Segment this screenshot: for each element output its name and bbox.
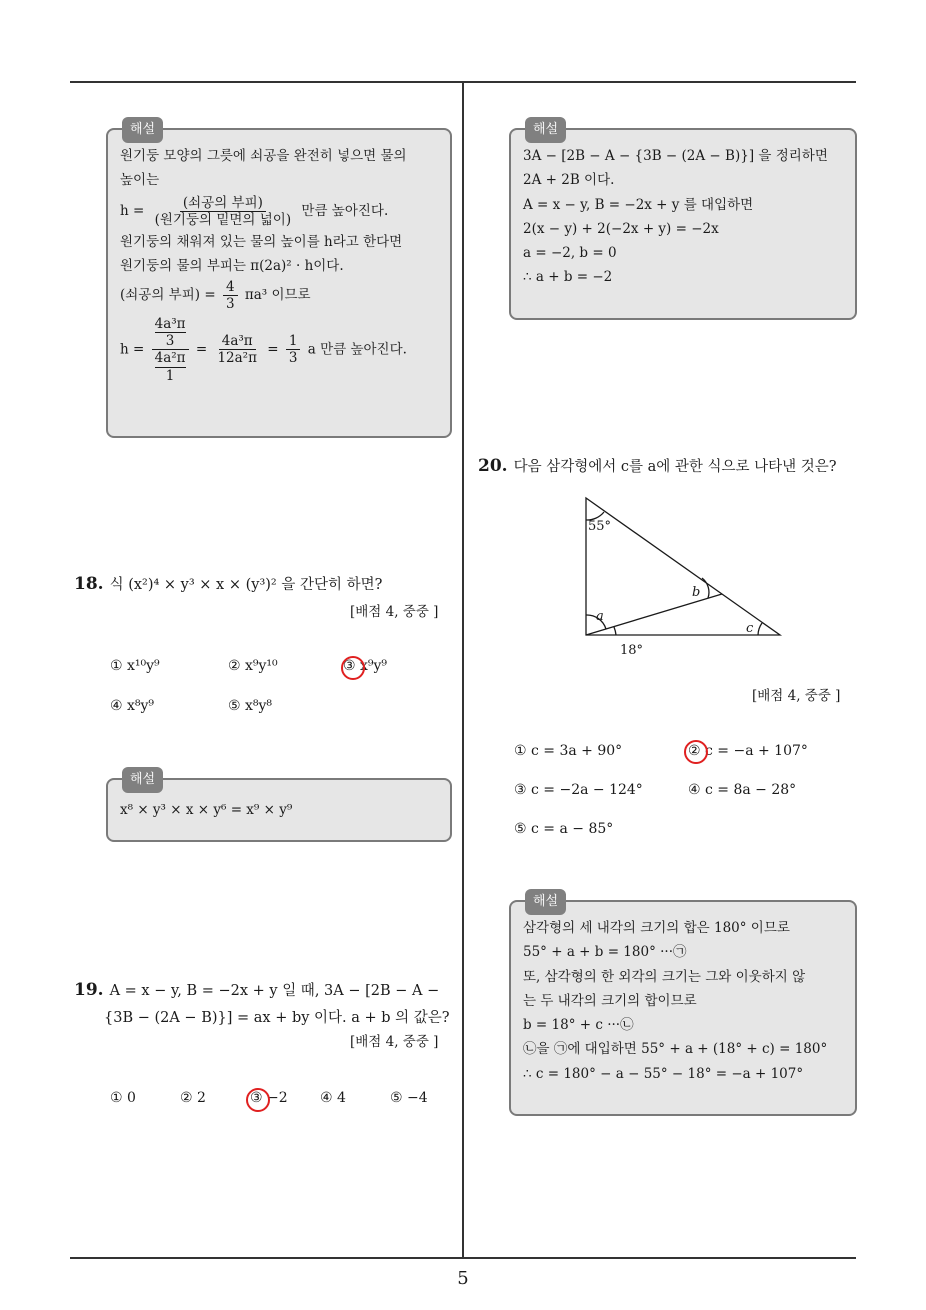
solution-tag: 해설 bbox=[122, 117, 163, 143]
sol19-line1: 3A − [2B − A − {3B − (2A − B)}] 을 정리하면 bbox=[523, 148, 828, 164]
triangle-figure bbox=[560, 490, 800, 665]
sol17-line7: h = 4a³π 3 4a²π 1 = $\frac{\text{4a³π}}{\text{12a²π}}$ = $\frac{1}{3}$ a 만큼 높아진다. bbox=[120, 315, 407, 384]
question-number: 19. bbox=[74, 980, 104, 1000]
question-19 bbox=[74, 976, 458, 1031]
sol20-line4: 는 두 내각의 크기의 합이므로 bbox=[523, 992, 697, 1009]
sol20-line2: 55° + a + b = 180° ···㉠ bbox=[523, 944, 687, 961]
solution-box-18 bbox=[106, 772, 452, 842]
solution-tag: 해설 bbox=[122, 767, 163, 793]
question-text: 식 (x²)⁴ × y³ × x × (y³)² 을 간단히 하면? bbox=[109, 577, 383, 593]
score-18: [배점 4, 중중 ] bbox=[350, 604, 439, 620]
score-20: [배점 4, 중중 ] bbox=[752, 688, 841, 704]
option-20-4[interactable]: ④ c = 8a − 28° bbox=[688, 782, 797, 798]
solution-box-17 bbox=[106, 122, 452, 438]
sol19-line5: a = −2, b = 0 bbox=[523, 245, 617, 262]
option-19-4[interactable]: ④ 4 bbox=[320, 1090, 346, 1106]
triangle-outline bbox=[586, 498, 780, 635]
option-18-2[interactable]: ② x⁹y¹⁰ bbox=[228, 658, 278, 674]
solution-tag: 해설 bbox=[525, 889, 566, 915]
sol17-line4: 원기둥의 채워져 있는 물의 높이를 h라고 한다면 bbox=[120, 233, 403, 250]
angle-arc-18 bbox=[614, 627, 616, 635]
solution-box-20 bbox=[509, 894, 857, 1116]
sol20-line5: b = 18° + c ···㉡ bbox=[523, 1017, 634, 1034]
angle-arc-c bbox=[758, 623, 762, 635]
sol18-line1: x⁸ × y³ × x × y⁶ = x⁹ × y⁹ bbox=[120, 802, 293, 818]
sol17-line1: 원기둥 모양의 그릇에 쇠공을 완전히 넣으면 물의 bbox=[120, 148, 407, 164]
question-text-line2: {3B − (2A − B)}] = ax + by 이다. a + b 의 값은? bbox=[104, 1009, 450, 1026]
page-number: 5 bbox=[457, 1268, 469, 1289]
sol19-line2: 2A + 2B 이다. bbox=[523, 172, 615, 189]
sol20-line1: 삼각형의 세 내각의 크기의 합은 180° 이므로 bbox=[523, 920, 790, 936]
option-20-5[interactable]: ⑤ c = a − 85° bbox=[514, 821, 614, 837]
answer-circle-19 bbox=[246, 1088, 270, 1112]
column-divider bbox=[462, 83, 464, 1258]
option-20-1[interactable]: ① c = 3a + 90° bbox=[514, 743, 623, 759]
answer-circle-18 bbox=[341, 656, 365, 680]
option-19-2[interactable]: ② 2 bbox=[180, 1090, 206, 1106]
question-text-line1: A = x − y, B = −2x + y 일 때, 3A − [2B − A − bbox=[109, 983, 440, 999]
option-18-3[interactable]: ③ x⁹y⁹ bbox=[343, 658, 388, 674]
sol17-line3: h = $\frac{\text{(쇠공의 부피)}}{\text{(원기둥의 밑면의 넓이)}}$ 만큼 높아진다. bbox=[120, 194, 389, 228]
question-text: 다음 삼각형에서 c를 a에 관한 식으로 나타낸 것은? bbox=[513, 459, 837, 475]
label-55: 55° bbox=[588, 519, 612, 534]
score-19: [배점 4, 중중 ] bbox=[350, 1034, 439, 1050]
option-20-2[interactable]: ② c = −a + 107° bbox=[688, 743, 808, 759]
volume-ratio-fraction: $\frac{\text{(쇠공의 부피)}}{\text{(원기둥의 밑면의 넓이)}}$ bbox=[154, 194, 292, 228]
option-19-5[interactable]: ⑤ −4 bbox=[390, 1090, 428, 1106]
sol19-line3: A = x − y, B = −2x + y 를 대입하면 bbox=[523, 196, 754, 213]
solution-tag: 해설 bbox=[525, 117, 566, 143]
label-18: 18° bbox=[620, 643, 644, 658]
sol20-line6: ㉡을 ㉠에 대입하면 55° + a + (18° + c) = 180° bbox=[523, 1041, 828, 1058]
question-20 bbox=[478, 452, 837, 482]
compound-fraction: 4a³π 3 4a²π 1 bbox=[152, 316, 189, 384]
bottom-rule bbox=[70, 1257, 856, 1259]
sol19-line6: ∴ a + b = −2 bbox=[523, 269, 613, 286]
option-20-3[interactable]: ③ c = −2a − 124° bbox=[514, 782, 643, 798]
option-18-1[interactable]: ① x¹⁰y⁹ bbox=[110, 658, 160, 674]
sol17-line5: 원기둥의 물의 부피는 π(2a)² · h이다. bbox=[120, 258, 344, 275]
label-c: c bbox=[746, 621, 754, 636]
question-18 bbox=[74, 570, 382, 600]
solution-box-19 bbox=[509, 122, 857, 320]
sol17-line2: 높이는 bbox=[120, 172, 160, 189]
sol20-line3: 또, 삼각형의 한 외각의 크기는 그와 이웃하지 않 bbox=[523, 968, 806, 985]
label-b: b bbox=[692, 585, 701, 600]
option-19-1[interactable]: ① 0 bbox=[110, 1090, 136, 1106]
label-a: a bbox=[596, 609, 604, 624]
sol17-line6: (쇠공의 부피) = $\frac{4}{3}$ πa³ 이므로 bbox=[120, 278, 311, 312]
option-18-5[interactable]: ⑤ x⁸y⁸ bbox=[228, 698, 273, 714]
option-18-4[interactable]: ④ x⁸y⁹ bbox=[110, 698, 155, 714]
option-19-3[interactable]: ③ −2 bbox=[250, 1090, 288, 1106]
question-number: 18. bbox=[74, 574, 104, 594]
answer-circle-20 bbox=[684, 740, 708, 764]
sol20-line7: ∴ c = 180° − a − 55° − 18° = −a + 107° bbox=[523, 1065, 804, 1082]
sol19-line4: 2(x − y) + 2(−2x + y) = −2x bbox=[523, 220, 719, 237]
question-number: 20. bbox=[478, 456, 508, 476]
